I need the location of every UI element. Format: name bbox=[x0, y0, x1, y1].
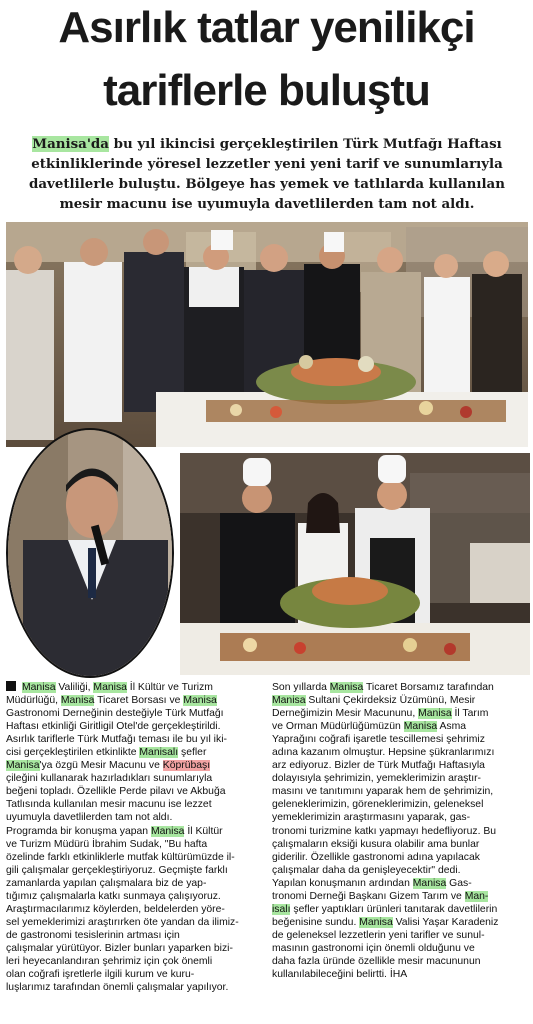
paragraph-marker-icon bbox=[6, 681, 16, 691]
text-col1-l1-t1: Valiliği, bbox=[55, 682, 94, 693]
lead-line-4: mesir macunu ise uyumuyla davetlilerden tam not aldı. bbox=[59, 196, 475, 212]
text-col2-l1-hl: Manisa bbox=[329, 682, 364, 693]
lead-line-1: bu yıl ikincisi gerçekleştirilen Türk Mutfağı Haftası bbox=[108, 136, 502, 152]
text-col1-l3: Gastronomi Derneğinin desteğiyle Türk Mutfağı bbox=[6, 708, 224, 720]
text-line bbox=[272, 890, 530, 903]
headline-line-2: tariflerle buluştu bbox=[103, 66, 430, 115]
text-col1-l18: Araştırmacılarımız köylerden, beldelerden yöre- bbox=[6, 903, 225, 915]
text-col2-l17-hl: Man- bbox=[464, 890, 489, 902]
text-col2-l22: daha fazla üründe özellikle mesir macununun bbox=[272, 955, 481, 967]
text-col1-l6-t1: cisi gerçekleştirilen etkinlikte bbox=[6, 747, 140, 759]
text-col2-l15: çalışmalar daha da genişleyecektir" dedi. bbox=[272, 864, 461, 876]
text-col2-l14: giderilir. Özellikle gastronomi adına yapılacak bbox=[272, 851, 480, 863]
text-col1-l1-hl1: Manisa bbox=[22, 682, 56, 693]
text-col2-l17: tronomi Derneği Başkanı Gizem Tarım ve bbox=[272, 890, 465, 902]
text-col1-l7-t1: 'ya özgü Mesir Macunu ve bbox=[39, 760, 163, 772]
text-col2-l21: masının gastronomi için önemli olduğunu ve bbox=[272, 942, 475, 954]
lead-paragraph bbox=[14, 134, 520, 214]
text-col1-l12-t2: İl Kültür bbox=[184, 825, 223, 837]
text-col2-l1-t1: Son yıllarda bbox=[272, 682, 330, 693]
text-col1-l6-t2: şefler bbox=[178, 747, 207, 759]
text-col1-l22: leri heyecanlandıran şehrimiz için çok önemli bbox=[6, 955, 213, 967]
text-col1-l12-hl: Manisa bbox=[150, 825, 185, 837]
text-col1-l2-t2: Ticaret Borsası ve bbox=[94, 695, 184, 707]
text-col2-l7: arz ediyoruz. Bizler de Türk Mutfağı Haftasıyla bbox=[272, 760, 485, 772]
text-col2-l12: tronomi turizmine katkı yapmayı hedefliyoruz. Bu bbox=[272, 825, 497, 837]
headline-line-1: Asırlık tatlar yenilikçi bbox=[58, 3, 475, 52]
text-col1-l6-hl: Manisalı bbox=[139, 747, 179, 759]
text-col1-l1-t2: İl Kültür ve Turizm bbox=[126, 682, 213, 693]
text-col2-l4-t2: Asma bbox=[437, 721, 467, 733]
text-line bbox=[272, 903, 530, 916]
body-column-1 bbox=[6, 681, 268, 994]
lead-highlight: Manisa'da bbox=[32, 136, 109, 152]
text-col1-l24: luşlarımız tarafından önemli çalışmalar yapılıyor. bbox=[6, 982, 229, 994]
text-col2-l20: de geleneksel lezzetlerin yeni tarifler ve sunul- bbox=[272, 929, 485, 941]
text-col1-l21: çalışmalar yürütüyor. Bizler bunları yaparken bizi- bbox=[6, 942, 233, 954]
text-col2-l10: geleneklerimizin, göreneklerimizin, geleneksel bbox=[272, 799, 484, 811]
text-col1-l2-hl1: Manisa bbox=[60, 695, 95, 707]
chefs-photo bbox=[180, 453, 530, 675]
text-col2-l2-t: Sultani Çekirdeksiz Üzümünü, Mesir bbox=[305, 695, 476, 707]
text-col2-l11: yemeklerimizin araştırmasını yaparak, gas- bbox=[272, 812, 471, 824]
text-col1-l7-hl: Manisa bbox=[6, 760, 40, 772]
text-col2-l18-hl: isalı bbox=[272, 903, 291, 915]
text-col2-l16-hl: Manisa bbox=[412, 877, 447, 889]
text-col2-l5: Yaprağını coğrafi işaretle tescillemesi şehrimiz bbox=[272, 734, 485, 746]
text-col2-l3-t1: Derneğimizin Mesir Macununu, bbox=[272, 708, 419, 720]
speaker-portrait bbox=[6, 428, 174, 678]
group-photo bbox=[6, 222, 528, 447]
text-col1-l10: Tatlısında kullanılan mesir macunu ise lezzet bbox=[6, 799, 212, 811]
text-col1-l1-hl2: Manisa bbox=[93, 682, 127, 693]
text-col1-l23: olan coğrafi işretlerle ilgili kurum ve kuru- bbox=[6, 969, 195, 981]
text-line bbox=[6, 681, 268, 694]
text-line bbox=[6, 825, 268, 838]
text-line bbox=[272, 681, 530, 694]
text-col2-l19-hl: Manisa bbox=[359, 916, 393, 928]
text-col2-l3-t2: İl Tarım bbox=[451, 708, 489, 720]
text-line bbox=[6, 694, 268, 707]
text-col2-l19: beğenisine sundu. bbox=[272, 916, 360, 928]
text-col2-l23: kullanılabileceğini belirtti. İHA bbox=[272, 969, 408, 981]
text-col1-l14: özelinde farklı etkinliklerle mutfak kültürümüzde il- bbox=[6, 851, 235, 863]
text-line bbox=[272, 877, 530, 890]
text-line bbox=[6, 746, 268, 759]
text-col2-l3-hl: Manisa bbox=[418, 708, 452, 720]
text-col1-l12-t1: Programda bir konuşma yapan bbox=[6, 825, 151, 837]
text-line bbox=[272, 720, 530, 733]
text-col1-l2-hl2: Manisa bbox=[183, 695, 217, 707]
text-col1-l4: Haftası etkinliği Giritligil Otel'de gerçekleştirildi. bbox=[6, 721, 221, 733]
text-col2-l18-t: şefler yaptıkları ürünleri tanıtarak davetlilerin bbox=[290, 903, 498, 915]
text-col2-l2-hl: Manisa bbox=[272, 695, 306, 707]
text-col2-l19-t: Valisi Yaşar Karadeniz bbox=[392, 916, 499, 928]
text-col2-l13: çalışmaların eksiği kusura olabilir ama bunlar bbox=[272, 838, 480, 850]
text-col1-l5: Asırlık tariflerle Türk Mutfağı teması ile bu yıl iki- bbox=[6, 734, 227, 746]
text-line bbox=[272, 707, 530, 720]
text-col2-l16-t1: Yapılan konuşmanın ardından bbox=[272, 877, 413, 889]
text-line bbox=[6, 759, 268, 772]
text-col1-l9: beğeni topladı. Özellikle Perde pilavı ve Akbuğa bbox=[6, 786, 226, 798]
text-col2-l16-t2: Gas- bbox=[446, 877, 472, 889]
text-col1-l17: tığımız çalışmalarla katkı sunmaya çalışıyoruz. bbox=[6, 890, 221, 902]
text-col1-l20: de gastronomi tesislerinin artması için bbox=[6, 929, 180, 941]
text-col1-l7-pink: Köprübaşı bbox=[162, 760, 211, 772]
text-col1-l19: sel yemeklerimizi araştırırken öte yandan da ilimiz- bbox=[6, 916, 239, 928]
text-col1-l2-t1: Müdürlüğü, bbox=[6, 695, 61, 707]
text-col1-l11: uyumuyla davetlilerden tam not aldı. bbox=[6, 812, 173, 824]
text-col2-l4-hl: Manisa bbox=[403, 721, 438, 733]
text-col2-l9: masını ve tanıtımını yaparak hem de şehrimizin, bbox=[272, 786, 494, 798]
text-col2-l4-t1: ve Orman Müdürlüğümüzün bbox=[272, 721, 404, 733]
text-line bbox=[272, 694, 530, 707]
text-col1-l16: zamanlarda yapılan çalışmalara biz de yap- bbox=[6, 877, 207, 889]
text-col2-l8: dolayısıyla şehrimizin, yemeklerimizin araştır- bbox=[272, 773, 482, 785]
text-line bbox=[272, 916, 530, 929]
lead-line-3: davetlilerle buluştu. Bölgeye has yemek ve tatlılarda kullanılan bbox=[29, 176, 505, 192]
text-col1-l13: ve Turizm Müdürü İbrahim Sudak, "Bu hafta bbox=[6, 838, 208, 850]
text-col1-l8: çileğini kullanarak hazırladıkları sunumlarıyla bbox=[6, 773, 213, 785]
text-col2-l6: adına kazanım olmuştur. Hepsine şükranlarımızı bbox=[272, 747, 495, 759]
text-col1-l15: gili çalışmalar gerçekleştiriyoruz. Geçmişte farklı bbox=[6, 864, 228, 876]
text-col2-l1-t2: Ticaret Borsamız tarafından bbox=[363, 682, 494, 693]
body-column-2 bbox=[272, 681, 530, 981]
lead-line-2: etkinliklerinde yöresel lezzetler yeni yeni tarif ve sunumlarıyla bbox=[31, 156, 503, 172]
